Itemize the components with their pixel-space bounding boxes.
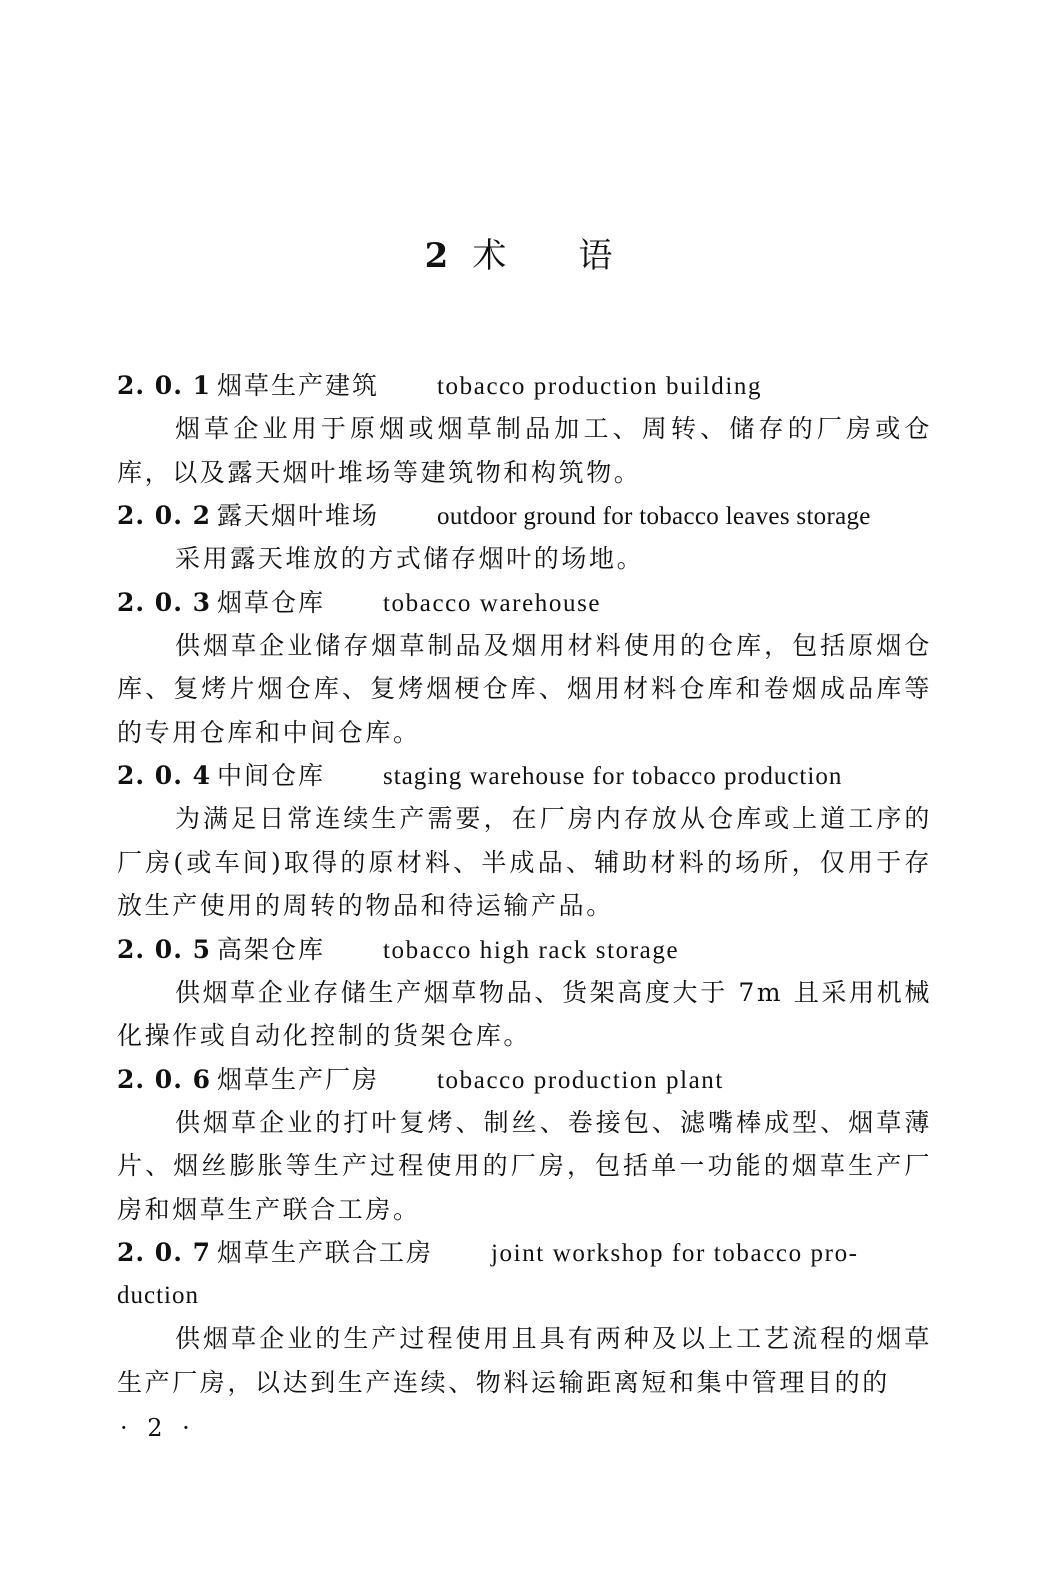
- term-code: 2. 0. 7: [117, 1238, 211, 1267]
- terms-list: [117, 364, 932, 1404]
- term-heading: [117, 581, 932, 624]
- term-english: staging warehouse for tobacco production: [383, 763, 843, 790]
- term-code: 2. 0. 3: [117, 587, 211, 617]
- term-definition: 采用露天堆放的方式储存烟叶的场地。: [175, 544, 645, 573]
- term-code: 2. 0. 1: [117, 371, 211, 400]
- term-chinese: 烟草生产联合工房: [217, 1238, 434, 1267]
- term-definition: 为满足日常连续生产需要，在厂房内存放从仓库或上道工序的厂房(或车间)取得的原材料、半成品、辅助材料的场所，仅用于存放生产使用的周转的物品和待运输产品。: [117, 804, 932, 920]
- term-heading: [117, 364, 932, 407]
- term-heading: [117, 1058, 932, 1101]
- term-definition: 供烟草企业的打叶复烤、制丝、卷接包、滤嘴棒成型、烟草薄片、烟丝膨胀等生产过程使用的厂房，包括单一功能的烟草生产厂房和烟草生产联合工房。: [117, 1107, 932, 1224]
- term-definition: 供烟草企业储存烟草制品及烟用材料使用的仓库，包括原烟仓库、复烤片烟仓库、复烤烟梗仓库、烟用材料仓库和卷烟成品库等的专用仓库和中间仓库。: [117, 630, 932, 747]
- term-definition: 烟草企业用于原烟或烟草制品加工、周转、储存的厂房或仓库，以及露天烟叶堆场等建筑物和构筑物。: [117, 414, 932, 487]
- chapter-title-part1: 术: [472, 236, 509, 276]
- term-heading: [117, 754, 932, 797]
- term-english: tobacco production building: [437, 373, 763, 400]
- term-chinese: 中间仓库: [217, 761, 326, 790]
- term-english-continued: duction: [117, 1282, 199, 1309]
- term-english: tobacco production plant: [437, 1066, 724, 1094]
- term-definition: 供烟草企业存储生产烟草物品、货架高度大于 7m 且采用机械化操作或自动化控制的货架仓库。: [117, 977, 932, 1050]
- term-english: outdoor ground for tobacco leaves storage: [437, 503, 871, 530]
- term-english: joint workshop for tobacco pro-: [491, 1240, 859, 1267]
- term-chinese: 高架仓库: [217, 934, 326, 964]
- chapter-title-part2: 语: [578, 236, 615, 276]
- page-number: · 2 ·: [120, 1414, 196, 1442]
- term-heading: [117, 494, 932, 537]
- term-chinese: 烟草生产建筑: [217, 371, 380, 400]
- term-code: 2. 0. 4: [117, 761, 211, 790]
- term-chinese: 烟草生产厂房: [217, 1064, 380, 1094]
- term-english: tobacco high rack storage: [383, 936, 680, 964]
- term-code: 2. 0. 2: [117, 501, 211, 530]
- chapter-number: 2: [424, 236, 451, 276]
- term-code: 2. 0. 6: [117, 1064, 211, 1094]
- term-chinese: 露天烟叶堆场: [217, 501, 380, 530]
- term-chinese: 烟草仓库: [217, 587, 326, 617]
- term-heading: [117, 928, 932, 971]
- term-heading: [117, 1231, 932, 1274]
- chapter-title: [0, 232, 1039, 280]
- term-definition: 供烟草企业的生产过程使用且具有两种及以上工艺流程的烟草生产厂房，以达到生产连续、物料运输距离短和集中管理目的的: [117, 1324, 932, 1397]
- term-code: 2. 0. 5: [117, 934, 211, 964]
- term-english: tobacco warehouse: [383, 589, 602, 617]
